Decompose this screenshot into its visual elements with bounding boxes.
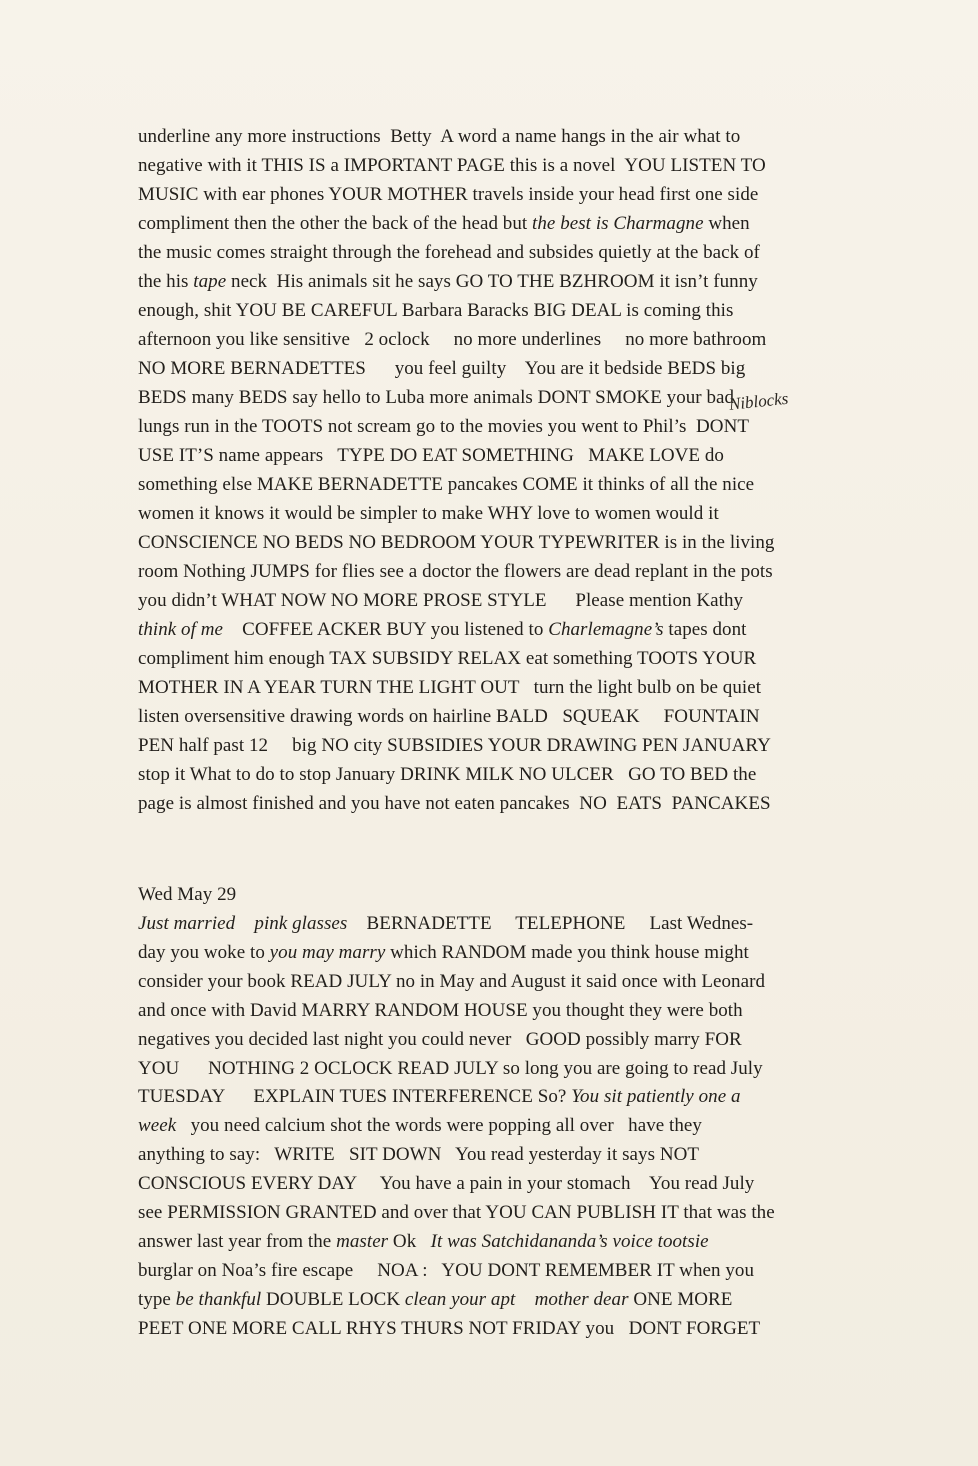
text-run: you didn’t WHAT NOW NO MORE PROSE STYLE Please mention Kathy <box>138 590 744 611</box>
italic-text: clean your apt <box>404 1288 516 1310</box>
text-run: PEN half past 12 big NO city SUBSIDIES YOUR DRAWING PEN JANUARY <box>138 735 771 756</box>
text-line <box>138 1289 732 1311</box>
text-line <box>138 1144 699 1166</box>
text-run: tapes dont <box>663 619 747 640</box>
text-line <box>138 1029 742 1051</box>
italic-text: master <box>336 1230 389 1252</box>
text-line <box>138 213 750 235</box>
text-run: CONSCIOUS EVERY DAY You have a pain in your stomach You read July <box>138 1173 755 1195</box>
text-run: something else MAKE BERNADETTE pancakes COME it thinks of all the nice <box>138 474 755 495</box>
text-line <box>138 474 754 496</box>
text-line <box>138 619 746 641</box>
text-line <box>138 942 749 964</box>
italic-text: you may marry <box>269 941 386 963</box>
text-run: see PERMISSION GRANTED and over that YOU CAN PUBLISH IT that was the <box>138 1202 775 1223</box>
text-line <box>138 793 771 815</box>
text-line <box>138 1115 702 1137</box>
italic-text: be thankful <box>175 1288 262 1310</box>
text-run: MOTHER IN A YEAR TURN THE LIGHT OUT turn the light bulb on be quiet <box>138 677 762 698</box>
text-line <box>138 1260 754 1282</box>
text-run: CONSCIENCE NO BEDS NO BEDROOM YOUR TYPEWRITER is in the living <box>138 532 775 553</box>
text-run: USE IT’S name appears TYPE DO EAT SOMETHING MAKE LOVE do <box>138 445 724 466</box>
text-line <box>138 445 724 467</box>
text-run: type <box>138 1288 176 1310</box>
text-run: PEET ONE MORE CALL RHYS THURS NOT FRIDAY you DONT FORGET <box>138 1317 761 1339</box>
text-run: negatives you decided last night you could never GOOD possibly marry FOR <box>138 1028 742 1050</box>
italic-text: week <box>138 1115 177 1137</box>
text-line <box>138 126 740 148</box>
text-line <box>138 1202 775 1224</box>
text-run: you need calcium shot the words were popping all over have they <box>176 1115 702 1137</box>
text-line <box>138 1173 754 1195</box>
text-run: the music comes straight through the forehead and subsides quietly at the back of <box>138 242 760 263</box>
text-line <box>138 971 765 993</box>
text-run: MUSIC with ear phones YOUR MOTHER travels inside your head first one side <box>138 184 759 205</box>
italic-text: the best is Charmagne <box>532 213 704 234</box>
date-heading: Wed May 29 <box>138 884 237 905</box>
italic-text: think of me <box>138 619 223 640</box>
text-run: day you woke to <box>138 941 270 963</box>
text-run <box>235 913 254 934</box>
text-line <box>138 271 758 293</box>
text-run: NO MORE BERNADETTES you feel guilty You are it bedside BEDS big <box>138 358 746 379</box>
text-run: COFFEE ACKER BUY you listened to <box>222 619 549 640</box>
text-run: afternoon you like sensitive 2 oclock no more underlines no more bathroom <box>138 329 767 350</box>
text-line <box>138 184 758 206</box>
text-run: which RANDOM made you think house might <box>385 941 749 963</box>
text-run: underline any more instructions Betty A word a name hangs in the air what to <box>138 126 741 147</box>
text-run: room Nothing JUMPS for flies see a doctor the flowers are dead replant in the pots <box>138 561 773 582</box>
text-run: lungs run in the TOOTS not scream go to the movies you went to Phil’s DONT <box>138 416 750 437</box>
text-run: DOUBLE LOCK <box>261 1288 405 1310</box>
text-line <box>138 735 771 757</box>
text-run: stop it What to do to stop January DRINK MILK NO ULCER GO TO BED the <box>138 764 757 785</box>
text-line <box>138 329 766 351</box>
text-line <box>138 416 749 438</box>
text-line <box>138 358 745 380</box>
text-line <box>138 677 761 699</box>
handwritten-overprint: Niblocks <box>728 388 790 414</box>
text-run: YOU NOTHING 2 OCLOCK READ JULY so long you are going to read July <box>138 1057 763 1079</box>
text-line <box>138 300 733 322</box>
italic-text: mother dear <box>534 1288 629 1310</box>
italic-text: Charlemagne’s <box>548 619 664 640</box>
text-line <box>138 242 760 264</box>
text-run: page is almost finished and you have not eaten pancakes NO EATS PANCAKES <box>138 793 771 814</box>
text-line <box>138 155 766 177</box>
text-line <box>138 387 734 409</box>
text-line <box>138 561 773 583</box>
text-line <box>138 1318 760 1340</box>
text-run: compliment him enough TAX SUBSIDY RELAX eat something TOOTS YOUR <box>138 648 757 669</box>
text-line <box>138 913 753 935</box>
text-line <box>138 532 774 554</box>
text-run: BERNADETTE TELEPHONE Last Wednes- <box>347 913 754 934</box>
text-run: when <box>703 213 750 234</box>
italic-text: Just married <box>138 913 236 934</box>
text-run: negative with it THIS IS a IMPORTANT PAGE this is a novel YOU LISTEN TO <box>138 155 766 176</box>
text-line <box>138 1086 741 1108</box>
text-run: consider your book READ JULY no in May and August it said once with Leonard <box>138 970 765 992</box>
text-line <box>138 764 756 786</box>
text-line <box>138 648 756 670</box>
text-run: and once with David MARRY RANDOM HOUSE you thought they were both <box>138 999 743 1021</box>
text-run: enough, shit YOU BE CAREFUL Barbara Baracks BIG DEAL is coming this <box>138 300 734 321</box>
text-line <box>138 590 743 612</box>
italic-text: You sit patiently one a <box>571 1086 741 1108</box>
text-run: compliment then the other the back of the head but <box>138 213 533 234</box>
text-run: Ok <box>388 1230 431 1252</box>
text-run: women it knows it would be simpler to make WHY love to women would it <box>138 503 719 524</box>
text-line <box>138 1058 763 1080</box>
text-run <box>515 1289 534 1310</box>
text-run: TUESDAY EXPLAIN TUES INTERFERENCE So? <box>138 1086 572 1108</box>
text-run: BEDS many BEDS say hello to Luba more animals DONT SMOKE your bad <box>138 387 735 408</box>
text-run: neck His animals sit he says GO TO THE BZHROOM it isn’t funny <box>226 271 758 292</box>
text-run: anything to say: WRITE SIT DOWN You read yesterday it says NOT <box>138 1144 700 1166</box>
italic-text: It was Satchidananda’s voice tootsie <box>430 1230 709 1252</box>
text-run: burglar on Noa’s fire escape NOA : YOU DONT REMEMBER IT when you <box>138 1259 754 1281</box>
text-line <box>138 503 719 525</box>
text-run: the his <box>138 271 194 292</box>
text-run: ONE MORE <box>628 1288 733 1310</box>
text-run: listen oversensitive drawing words on hairline BALD SQUEAK FOUNTAIN <box>138 706 760 727</box>
text-line <box>138 706 760 728</box>
italic-text: tape <box>193 271 227 292</box>
text-line <box>138 1000 743 1022</box>
text-run: answer last year from the <box>138 1230 337 1252</box>
text-line <box>138 1231 709 1253</box>
italic-text: pink glasses <box>254 913 348 934</box>
